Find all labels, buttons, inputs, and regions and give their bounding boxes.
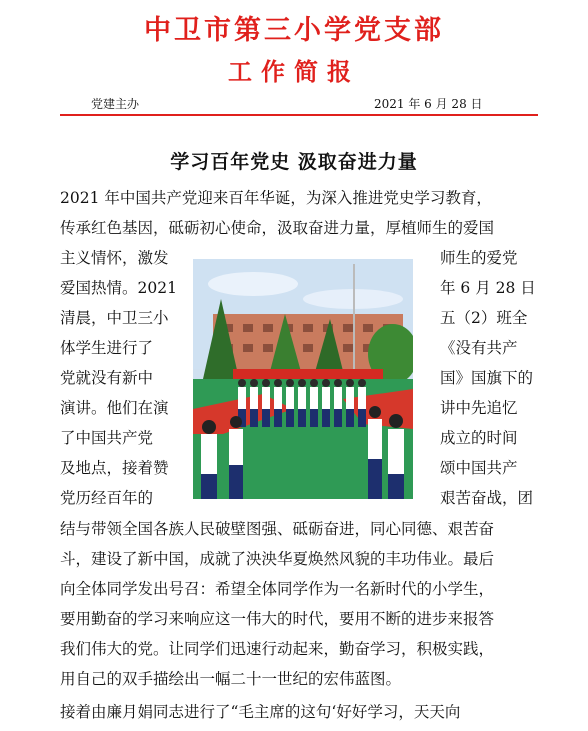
body-line-right: 师生的爱党 (440, 249, 518, 267)
body-line-right: 艰苦奋战，团 (440, 489, 534, 507)
event-photo-illustration (193, 259, 413, 499)
body-line-right: 国》国旗下的 (440, 369, 534, 387)
body-line-left: 党就没有新中 (60, 369, 154, 387)
body-line: 用自己的双手描绘出一幅二十一世纪的宏伟蓝图。 (60, 670, 402, 688)
body-line-left: 主义情怀，激发 (60, 249, 169, 267)
bulletin-title: 工作简报 (228, 57, 360, 86)
body-line: 结与带领全国各族人民破壁图强、砥砺奋进，同心同德、艰苦奋 (60, 520, 495, 538)
body-line-right: 年 6 月 28 日 (440, 279, 536, 297)
body-line-right: 颂中国共产 (440, 459, 518, 477)
event-photo (193, 259, 413, 499)
body-line-right: 五（2）班全 (440, 309, 528, 327)
body-line: 2021 年中国共产党迎来百年华诞，为深入推进党史学习教育， (60, 189, 492, 207)
body-line-right: 成立的时间 (440, 429, 518, 447)
body-line: 我们伟大的党。让同学们迅速行动起来，勤奋学习，积极实践， (60, 640, 495, 658)
body-line-left: 体学生进行了 (60, 339, 154, 357)
org-title: 中卫市第三小学党支部 (144, 15, 444, 46)
body-line-left: 党历经百年的 (60, 489, 154, 507)
body-line-right: 《没有共产 (440, 339, 518, 357)
body-line: 向全体同学发出号召：希望全体同学作为一名新时代的小学生， (60, 580, 495, 598)
article-headline: 学习百年党史 汲取奋进力量 (170, 151, 418, 173)
body-line-right: 讲中先追忆 (440, 399, 518, 417)
body-line-left: 爱国热情。2021 (60, 279, 177, 297)
sponsor-label: 党建主办 (91, 97, 140, 111)
body-line-left: 演讲。他们在演 (60, 399, 169, 417)
body-line-left: 及地点，接着赞 (60, 459, 169, 477)
body-line: 斗，建设了新中国，成就了泱泱华夏焕然风貌的丰功伟业。最后 (60, 550, 495, 568)
body-line: 要用勤奋的学习来响应这一伟大的时代，要用不断的进步来报答 (60, 610, 495, 628)
body-line-left: 清晨，中卫三小 (60, 309, 169, 327)
header-divider (60, 114, 538, 116)
body-line-left: 了中国共产党 (60, 429, 154, 447)
issue-date: 2021 年 6 月 28 日 (374, 97, 483, 111)
body-line: 传承红色基因，砥砺初心使命，汲取奋进力量，厚植师生的爱国 (60, 219, 495, 237)
body-line: 接着由廉月娟同志进行了“毛主席的这句‘好好学习，天天向 (60, 703, 461, 721)
